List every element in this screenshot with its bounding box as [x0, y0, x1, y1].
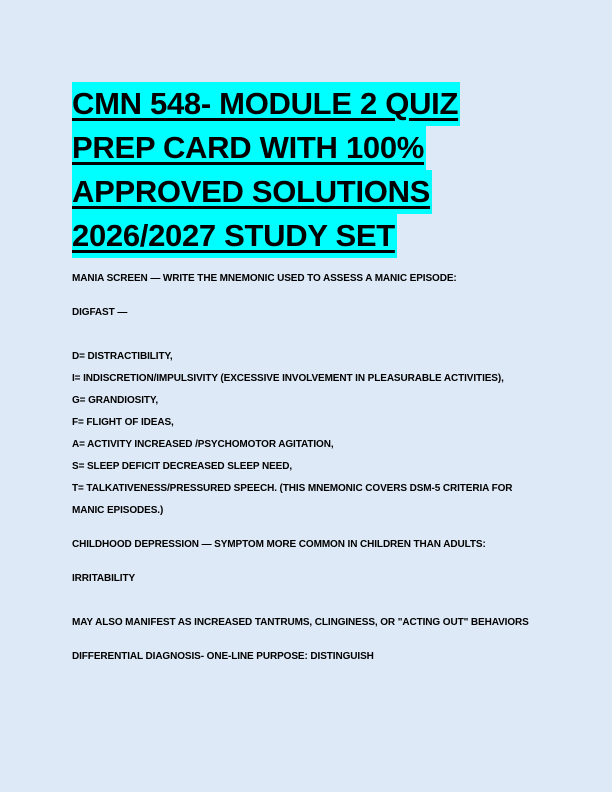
- mnemonic-item: S= SLEEP DEFICIT DECREASED SLEEP NEED,: [72, 461, 293, 472]
- document-title: [72, 82, 542, 258]
- mnemonic-item: F= FLIGHT OF IDEAS,: [72, 417, 174, 428]
- title-line: 2026/2027 STUDY SET: [72, 214, 397, 258]
- childhood-question: CHILDHOOD DEPRESSION — SYMPTOM MORE COMMON IN CHILDREN THAN ADULTS:: [72, 539, 486, 550]
- title-line: APPROVED SOLUTIONS: [72, 170, 432, 214]
- mnemonic-item: A= ACTIVITY INCREASED /PSYCHOMOTOR AGITATION,: [72, 439, 334, 450]
- mnemonic-item: T= TALKATIVENESS/PRESSURED SPEECH. (THIS MNEMONIC COVERS DSM-5 CRITERIA FOR: [72, 483, 513, 494]
- title-line: PREP CARD WITH 100%: [72, 126, 426, 170]
- mania-answer: DIGFAST —: [72, 307, 128, 318]
- childhood-answer: IRRITABILITY: [72, 573, 136, 584]
- childhood-note: MAY ALSO MANIFEST AS INCREASED TANTRUMS, CLINGINESS, OR "ACTING OUT" BEHAVIORS: [72, 617, 529, 628]
- document-page: [72, 82, 542, 258]
- mania-question: MANIA SCREEN — WRITE THE MNEMONIC USED TO ASSESS A MANIC EPISODE:: [72, 273, 457, 284]
- mnemonic-item: I= INDISCRETION/IMPULSIVITY (EXCESSIVE INVOLVEMENT IN PLEASURABLE ACTIVITIES),: [72, 373, 504, 384]
- mnemonic-item: D= DISTRACTIBILITY,: [72, 351, 173, 362]
- mnemonic-item: G= GRANDIOSITY,: [72, 395, 159, 406]
- differential-question: DIFFERENTIAL DIAGNOSIS- ONE-LINE PURPOSE: DISTINGUISH: [72, 651, 374, 662]
- title-line: CMN 548- MODULE 2 QUIZ: [72, 82, 460, 126]
- mnemonic-item: MANIC EPISODES.): [72, 505, 164, 516]
